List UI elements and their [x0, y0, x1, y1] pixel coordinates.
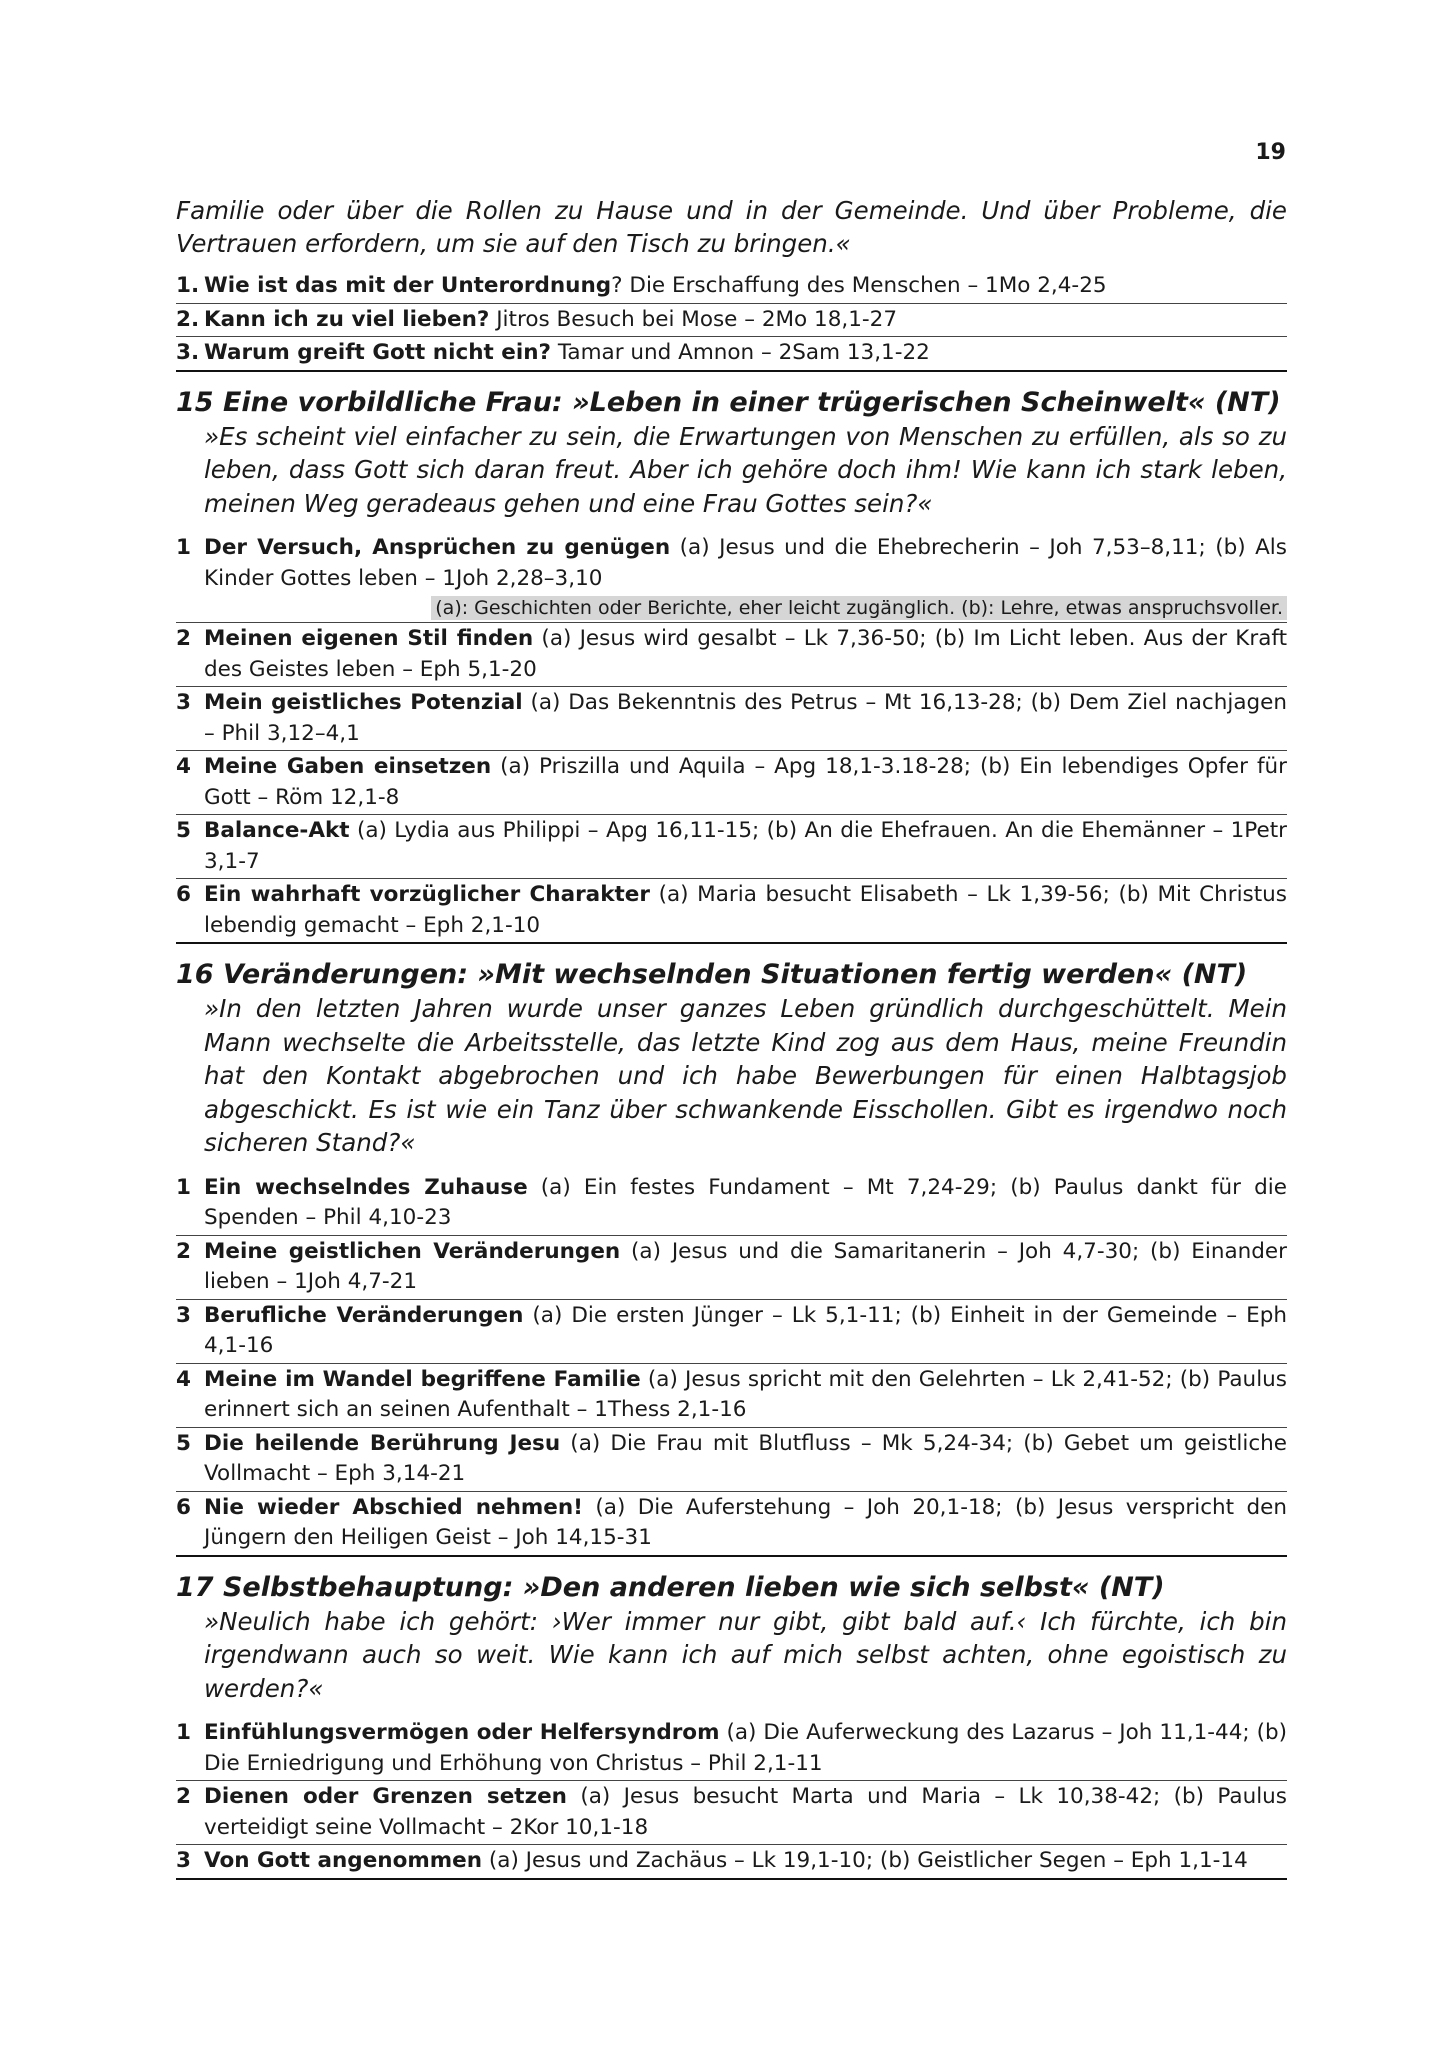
- page-content: [176, 194, 1287, 1880]
- item-title: Ein wahrhaft vorzüglicher Charakter: [204, 882, 650, 907]
- session-list: [176, 1717, 1287, 1880]
- item-text: (a) Die Auferweckung des Lazarus – Joh 11,1-44; (b) Die Erniedrigung und Erhöhung von Christus – Phil 2,1-11: [204, 1720, 1287, 1776]
- item-number: 4: [176, 754, 191, 779]
- item-text: Tamar und Amnon – 2Sam 13,1-22: [551, 340, 930, 365]
- list-item: [176, 687, 1287, 751]
- item-text: (a) Die ersten Jünger – Lk 5,1-11; (b) Einheit in der Gemeinde – Eph 4,1-16: [204, 1302, 1287, 1358]
- item-title: Ein wechselndes Zuhause: [204, 1174, 528, 1200]
- item-number: 6: [176, 1494, 191, 1520]
- list-item: [176, 532, 1287, 623]
- item-text: (a) Jesus und die Samaritanerin – Joh 4,7-30; (b) Einander lieben – 1Joh 4,7-21: [204, 1238, 1287, 1294]
- item-number: 5: [176, 818, 191, 843]
- item-title: Balance-Akt: [204, 818, 350, 843]
- item-text: ? Die Erschaffung des Menschen – 1Mo 2,4-25: [611, 273, 1107, 298]
- item-title: Meine im Wandel begriffene Familie: [204, 1366, 641, 1392]
- list-item: [176, 304, 1287, 338]
- item-number: 2: [176, 626, 191, 651]
- list-item: [176, 1717, 1287, 1781]
- item-text: (a) Die Frau mit Blutfluss – Mk 5,24-34; (b) Gebet um geistliche Vollmacht – Eph 3,14-21: [204, 1430, 1287, 1486]
- list-item: [176, 1364, 1287, 1428]
- item-text: (a) Priszilla und Aquila – Apg 18,1-3.18-28; (b) Ein lebendiges Opfer für Gott – Röm 12,1-8: [204, 754, 1287, 810]
- list-item: [176, 1428, 1287, 1492]
- section-title: 15 Eine vorbildliche Frau: »Leben in einer trügerischen Scheinwelt« (NT): [176, 386, 1281, 418]
- item-title: Meinen eigenen Stil finden: [204, 626, 534, 651]
- list-item: [176, 270, 1287, 304]
- item-title: Meine Gaben einsetzen: [204, 754, 492, 779]
- item-text: (a) Das Bekenntnis des Petrus – Mt 16,13-28; (b) Dem Ziel nachjagen – Phil 3,12–4,1: [204, 690, 1287, 746]
- list-item: [176, 1172, 1287, 1236]
- section-quote: »Es scheint viel einfacher zu sein, die Erwartungen von Menschen zu erfüllen, als so zu leben, dass Gott sich daran freut. Aber ich gehöre doch ihm! Wie kann ich stark leben, meinen Weg geradeaus gehen und eine Frau Gottes sein?«: [204, 421, 1287, 518]
- item-number: 1: [176, 1720, 191, 1745]
- item-title: Der Versuch, Ansprüchen zu genügen: [204, 535, 671, 560]
- list-item: [176, 1845, 1287, 1880]
- item-number: 3.: [176, 340, 200, 365]
- section-16: [176, 958, 1287, 1557]
- item-number: 2: [176, 1784, 191, 1809]
- section-title: 17 Selbstbehauptung: »Den anderen lieben wie sich selbst« (NT): [176, 1571, 1165, 1603]
- list-item: [176, 751, 1287, 815]
- list-item: [176, 337, 1287, 372]
- item-text: (a) Die Auferstehung – Joh 20,1-18; (b) Jesus verspricht den Jüngern den Heiligen Geist – Joh 14,15-31: [204, 1494, 1287, 1550]
- legend-note: (a): Geschichten oder Berichte, eher leicht zugänglich. (b): Lehre, etwas anspruchsvoller.: [431, 596, 1287, 620]
- item-title: Mein geistliches Potenzial: [204, 690, 523, 715]
- item-title: Berufliche Veränderungen: [204, 1302, 524, 1328]
- list-item: [176, 879, 1287, 944]
- intro-text: Familie oder über die Rollen zu Hause und in der Gemeinde. Und über Probleme, die Vertrauen erfordern, um sie auf den Tisch zu bringen.«: [176, 196, 1287, 258]
- item-title: Nie wieder Abschied nehmen!: [204, 1494, 583, 1520]
- item-number: 2: [176, 1238, 191, 1264]
- section-17: [176, 1571, 1287, 1880]
- item-number: 3: [176, 1302, 191, 1328]
- list-item: [176, 815, 1287, 879]
- section-15: [176, 386, 1287, 945]
- item-number: 1.: [176, 273, 200, 298]
- list-item: [176, 1781, 1287, 1845]
- section-quote: »Neulich habe ich gehört: ›Wer immer nur gibt, gibt bald auf.‹ Ich fürchte, ich bin irgendwann auch so weit. Wie kann ich auf mich selbst achten, ohne egoistisch zu werden?«: [204, 1606, 1287, 1703]
- list-item: [176, 623, 1287, 687]
- item-title: Warum greift Gott nicht ein?: [204, 340, 551, 365]
- item-number: 2.: [176, 306, 200, 332]
- item-title: Von Gott angenommen: [204, 1848, 483, 1873]
- item-text: (a) Maria besucht Elisabeth – Lk 1,39-56; (b) Mit Christus lebendig gemacht – Eph 2,1-10: [204, 882, 1287, 938]
- session-list: [176, 1172, 1287, 1557]
- item-title: Kann ich zu viel lieben?: [204, 306, 490, 332]
- list-item: [176, 1492, 1287, 1557]
- item-title: Meine geistlichen Veränderungen: [204, 1238, 621, 1264]
- item-text: (a) Jesus und die Ehebrecherin – Joh 7,53–8,11; (b) Als Kinder Gottes leben – 1Joh 2,28–3,10: [204, 535, 1287, 591]
- item-number: 3: [176, 690, 191, 715]
- item-text: (a) Jesus und Zachäus – Lk 19,1-10; (b) Geistlicher Segen – Eph 1,1-14: [482, 1848, 1248, 1873]
- item-number: 4: [176, 1366, 191, 1392]
- section-title: 16 Veränderungen: »Mit wechselnden Situationen fertig werden« (NT): [176, 959, 1248, 990]
- section-quote: »In den letzten Jahren wurde unser ganzes Leben gründlich durchgeschüttelt. Mein Mann wechselte die Arbeitsstelle, das letzte Kind zog aus dem Haus, meine Freundin hat den Kontakt abgebrochen und ich habe Bewerbungen für einen Halbtagsjob abgeschickt. Es ist wie ein Tanz über schwankende Eisschollen. Gibt es irgendwo noch sicheren Stand?«: [204, 994, 1287, 1157]
- session-list: [176, 532, 1287, 944]
- item-title: Einfühlungsvermögen oder Helfersyndrom: [204, 1720, 720, 1745]
- item-title: Die heilende Berührung Jesu: [204, 1430, 561, 1456]
- item-text: (a) Ein festes Fundament – Mt 7,24-29; (b) Paulus dankt für die Spenden – Phil 4,10-23: [204, 1174, 1287, 1230]
- item-text: Jitros Besuch bei Mose – 2Mo 18,1-27: [489, 306, 898, 332]
- intro-list: [176, 270, 1287, 372]
- item-number: 1: [176, 1174, 191, 1200]
- item-title: Dienen oder Grenzen setzen: [204, 1784, 567, 1809]
- item-text: (a) Jesus spricht mit den Gelehrten – Lk 2,41-52; (b) Paulus erinnert sich an seinen Aufenthalt – 1Thess 2,1-16: [204, 1366, 1287, 1422]
- item-title: Wie ist das mit der Unterordnung: [204, 273, 612, 298]
- item-text: (a) Jesus besucht Marta und Maria – Lk 10,38-42; (b) Paulus verteidigt seine Vollmacht – 2Kor 10,1-18: [204, 1784, 1287, 1840]
- list-item: [176, 1236, 1287, 1300]
- item-number: 5: [176, 1430, 191, 1456]
- list-item: [176, 1300, 1287, 1364]
- item-number: 1: [176, 535, 191, 560]
- item-text: (a) Lydia aus Philippi – Apg 16,11-15; (b) An die Ehefrauen. An die Ehemänner – 1Petr 3,1-7: [204, 818, 1287, 874]
- item-text: (a) Jesus wird gesalbt – Lk 7,36-50; (b) Im Licht leben. Aus der Kraft des Geistes leben – Eph 5,1-20: [204, 626, 1287, 682]
- page-number: 19: [1255, 140, 1286, 165]
- item-number: 6: [176, 882, 191, 907]
- item-number: 3: [176, 1848, 191, 1873]
